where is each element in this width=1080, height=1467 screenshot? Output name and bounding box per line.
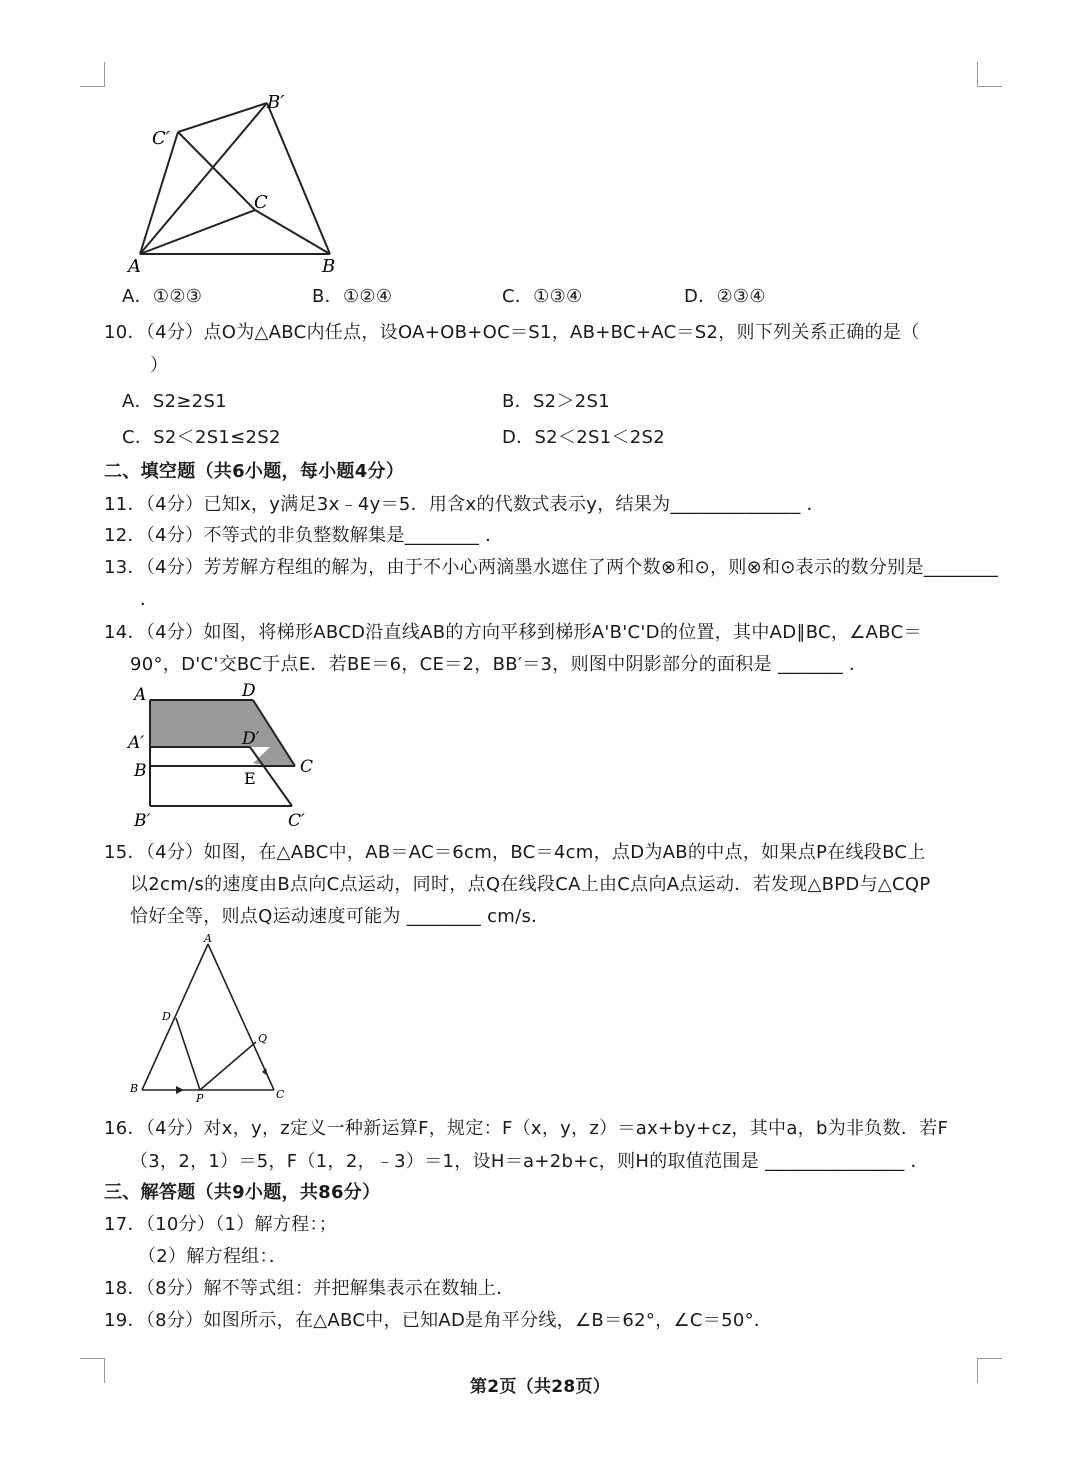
label-C: C: [300, 757, 314, 777]
label-B: B: [322, 256, 336, 277]
q10-option-a: A．S2≥2S1: [122, 391, 228, 412]
label-C: C: [254, 192, 268, 213]
label-E: E: [244, 769, 256, 788]
q9-option-b: B．①②④: [312, 286, 393, 307]
q10-option-b: B．S2＞2S1: [502, 391, 610, 412]
section-fill-in-title: 二、填空题（共6小题，每小题4分）: [104, 461, 405, 482]
label-B: B: [130, 1082, 139, 1095]
q12: 12．（4分）不等式的非负整数解集是________ ．: [104, 525, 504, 546]
q18: 18．（8分）解不等式组：并把解集表示在数轴上．: [104, 1278, 515, 1299]
q10-line2: ）: [150, 355, 169, 376]
label-B-prime: B′: [134, 811, 151, 830]
q9-option-a: A．①②③: [122, 286, 203, 307]
page-footer: 第2页（共28页）: [469, 1377, 611, 1397]
label-B: B: [134, 761, 147, 781]
q16-line1: 16．（4分）对x，y，z定义一种新运算F，规定：F（x，y，z）＝ax+by+cz，其中a，b为非负数．若F: [104, 1118, 949, 1139]
label-B-prime: B′: [267, 92, 285, 113]
label-D-prime: D′: [242, 729, 260, 749]
figure-q9-triangles: [120, 88, 350, 283]
q19: 19．（8分）如图所示，在△ABC中，已知AD是角平分线，∠B＝62°，∠C＝50°．: [104, 1310, 773, 1331]
q16-line2: （3，2，1）＝5，F（1，2，﹣3）＝1，设H＝a+2b+c，则H的取值范围是 _______________ ．: [130, 1151, 929, 1172]
crop-mark-top-left: [80, 62, 105, 87]
figure-q15-triangle: [124, 932, 294, 1104]
figure-q14-trapezoid: [120, 680, 330, 830]
label-A: A: [204, 932, 212, 945]
q9-option-d: D．②③④: [684, 286, 766, 307]
label-Q: Q: [258, 1032, 268, 1045]
q17-line2: （2）解方程组：．: [138, 1246, 288, 1267]
label-D: D: [162, 1010, 171, 1023]
label-C: C: [276, 1088, 285, 1101]
q10-line1: 10．（4分）点O为△ABC内任点，设OA+OB+OC＝S1，AB+BC+AC＝S2，则下列关系正确的是（: [104, 322, 920, 343]
q17-line1: 17．（10分）（1）解方程：；: [104, 1214, 338, 1235]
q15-line3: 恰好全等，则点Q运动速度可能为 ________ cm/s．: [130, 906, 550, 927]
section-answer-title: 三、解答题（共9小题，共86分）: [104, 1182, 381, 1203]
label-A: A: [128, 256, 141, 277]
q9-option-c: C．①③④: [502, 286, 583, 307]
q10-option-d: D．S2＜2S1＜2S2: [502, 427, 665, 448]
q10-option-c: C．S2＜2S1≤2S2: [122, 427, 281, 448]
q13-line1: 13．（4分）芳芳解方程组的解为，由于不小心两滴墨水遮住了两个数⊗和⊙，则⊗和⊙表示的数分别是________: [104, 557, 999, 578]
q14-line1: 14．（4分）如图，将梯形ABCD沿直线AB的方向平移到梯形A'B'C'D的位置，其中AD∥BC，∠ABC＝: [104, 622, 922, 643]
q11: 11．（4分）已知x，y满足3x﹣4y＝5．用含x的代数式表示y，结果为______________ ．: [104, 494, 825, 515]
label-C-prime: C′: [288, 811, 305, 830]
label-A: A: [134, 685, 147, 705]
label-P: P: [196, 1092, 204, 1104]
q15-line1: 15．（4分）如图，在△ABC中，AB＝AC＝6cm，BC＝4cm，点D为AB的中点，如果点P在线段BC上: [104, 842, 926, 863]
crop-mark-top-right: [977, 62, 1002, 87]
q13-line2: ．: [140, 589, 159, 610]
label-C-prime: C′: [152, 128, 170, 149]
q15-line2: 以2cm/s的速度由B点向C点运动，同时，点Q在线段CA上由C点向A点运动．若发现△BPD与△CQP: [130, 874, 931, 895]
q14-line2: 90°，D'C'交BC于点E．若BE＝6，CE＝2，BB′＝3，则图中阴影部分的面积是 _______ ．: [130, 654, 868, 675]
label-A-prime: A′: [128, 733, 145, 753]
label-D: D: [242, 681, 256, 701]
